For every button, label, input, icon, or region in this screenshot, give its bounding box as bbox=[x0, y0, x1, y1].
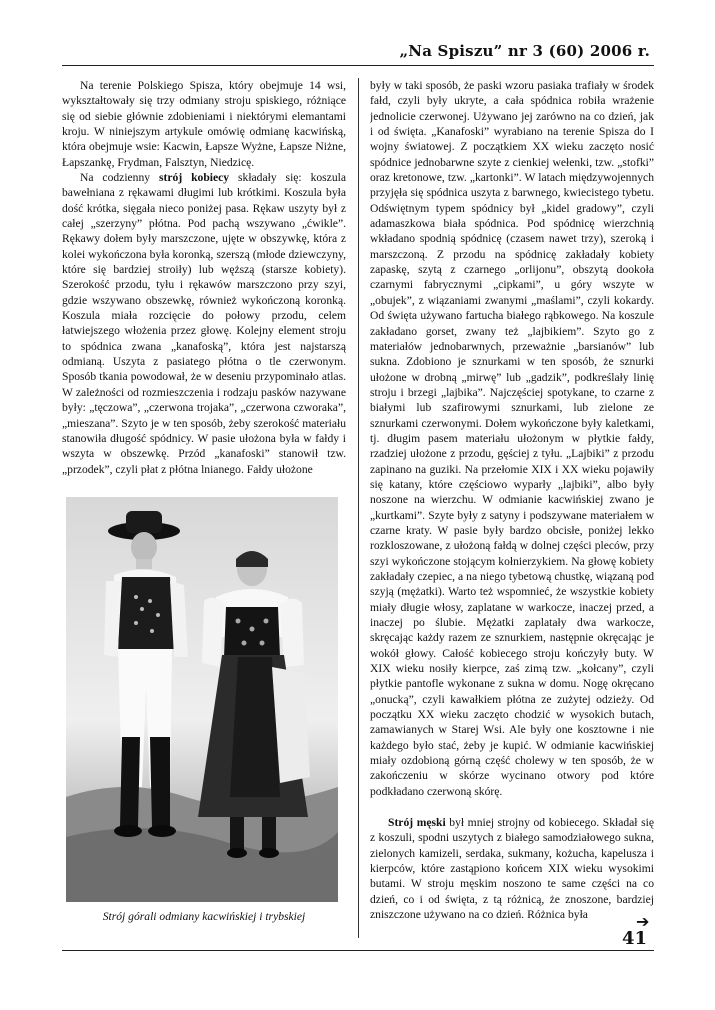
womens-costume-heading: strój kobiecy bbox=[159, 171, 230, 184]
paragraph-text: składały się: koszula bawełniana z rękawami długimi lub krótkimi. Koszula była dość krótka, sięgała nieco poniżej pasa. Rękaw uszyty był z całej „szerzyny” płótna. Pod pachą wszywano „ćwikle”. Rękawy dołem były marszczone, ujęte w obszywkę, która z kolei wykończona była koronką, szerszą (młode dziewczyny, które się bardziej stroiły) lub węższą (starsze kobiety). Szerokość przodu, tyłu i rękawów marszczono przy szyi, gdzie wszywano obszewkę, również wykończoną koronką. Koszula miała rozcięcie do połowy przodu, celem łatwiejszego włożenia przez głowę. Kolejny element stroju to spódnica zwana „kanafoską”, która jest najstarszą odmianą. Uszyta z pasiatego płótna o tle czerwonym. Sposób tkania powodował, że w deseniu przypominało atlas. W zależności od rozmieszczenia i rodzaju pasków nazywane były: „tęczowa”, „czerwona trojaka”, „czerwona czworaka”, „mieszana”. Szyto je w ten sposób, żeby szerokość materiału stanowiła długość spódnicy. W pasie ułożona była w fałdy i wszyta w obszewkę. Przód „kanafoski” stanowił tzw. „przodek”, czyli płat z płótna lnianego. Fałdy ułożone bbox=[62, 171, 346, 476]
journal-title: „Na Spiszu” nr 3 (60) 2006 r. bbox=[399, 42, 650, 60]
costume-illustration bbox=[66, 497, 338, 902]
costume-painting bbox=[66, 497, 338, 902]
paragraph-text: był mniej strojny od kobiecego. Składał się z koszuli, spodni uszytych z białego samodziałowego sukna, zielonych kamizeli, serdaka, sukmany, kożucha, kapelusza i kierpców, które zastąpiono końcem XIX wieku wysokimi butami. W stroju męskim noszono te same części na co dzień, co i od święta, z tą różnicą, że znoszone, bardziej zniszczone używano na co dzień. Różnica była bbox=[370, 816, 654, 922]
footer-rule bbox=[62, 950, 654, 951]
womens-costume-continued: były w taki sposób, że paski wzoru pasiaka trafiały w środek fałd, czyli były ukryte, a cała spódnica robiła wrażenie jednolicie czerwonej. Używano jej zarówno na co dzień, jak i od święta. „Kanafoski” wyrabiano na terenie Spisza do I wojny światowej. Z początkiem XX wieku zaczęto nosić spódnice jednobarwne szyte z cienkiej wełenki, tzw. „stofki” oraz kretonowe, tzw. „kartonki”. W latach międzywojennych przyjęła się spódnica uszyta z barwnego, kwiecistego tybetu. Odświętnym typem spódnicy był „kidel gradowy”, czyli adamaszkowa biała spódnica. Pod spódnicę wierzchnią wkładano spodnią spódnicę (czasem nawet trzy), szeroką i marszczoną. Z przodu na spódnicę zakładały kobiety zapaskę, szytą z czarnego „orlijonu”, obszytą dookoła czarnymi fabrycznymi „cipkami”, u góry wszyte w „obujek”, z wiązaniami zwanymi „maślami”, czyli kokardy. Od święta używano fartucha białego rąbkowego. Na koszule zakładano gorset, zwany też „lajbikiem”. Szyto go z materiałów jednobarwnych, przeważnie „barsianów” lub sukna. Zdobiono je sznurkami w ten sposób, że sznurki ułożone w drobną „mirwę” lub „gadzik”, podkreślały linię stroju i brzegi „lajbika”. Najczęściej spotykane, to czarne z białymi lub szafirowymi sznurkami, lub zielone ze sznurkami czerwonymi. Dołem wykończone były kaletkami, tj. długim pasem materiału ułożonym w płytkie fałdy, rzadziej ułożone z przodu, gęściej z tyłu. „Lajbiki” z przodu zapinano na guziki. Na przełomie XIX i XX wieku pojawiły się katany, które częściowo wyparły „lajbiki”, albo były noszone na wierzchu. W odmianie kacwińskiej zwano je „kurtkami”. Szyte były z satyny i podszywane materiałem w czarne kraty. W pasie były bardzo obcisłe, poniżej lekko rozkloszowane, z ułożoną fałdą w dolnej części pleców, przy szyi wykończone stojącym kołnierzykiem. Na głowę kobiety zakładały czepiec, a na niego tybetową chustkę, wiązaną pod szyją (mężatki). Warto też wspomnieć, że wszystkie kobiety miały długie włosy, zaplatane w warkocze, inaczej przed, a inaczej po ślubie. Mężatki zaplatały dwa warkocze, skręcając każdy razem ze sznurkiem, następnie okręcając je wokół głowy. Całość kobiecego stroju kończyły buty. W XIX wieku nosiły kierpce, zaś zimą tzw. „kołcany”, czyli płytkie pantofle wykonane z sukna w domu. Nogę okręcano „onucką”, czyli kawałkiem płótna ze zużytej odzieży. Od początku XX wieku zaczęto chodzić w wysokich butach, zamawianych w Starej Wsi. Ale były one kosztowne i nie każdego było stać, żeby je kupić. W odmianie kacwińskiej miały ozdobioną górną część cholewy w ten sposób, że w zakończeniu w skórze wycinano otwory pod które podkładano czerwoną skórę. bbox=[370, 79, 654, 798]
figure-caption: Strój górali odmiany kacwińskiej i trybskiej bbox=[102, 910, 306, 923]
paragraph-lead: Na codzienny bbox=[80, 171, 159, 184]
page-number: 41 bbox=[622, 928, 648, 949]
column-divider bbox=[358, 78, 359, 938]
left-column bbox=[62, 78, 346, 508]
mens-costume-paragraph bbox=[370, 815, 654, 983]
continue-arrow-icon: ➔ bbox=[636, 912, 650, 931]
page-header bbox=[62, 40, 654, 66]
right-column bbox=[370, 78, 654, 983]
mens-costume-heading: Strój męski bbox=[388, 816, 446, 829]
womens-costume-paragraph bbox=[62, 170, 346, 508]
intro-paragraph: Na terenie Polskiego Spisza, który obejmuje 14 wsi, wykształtowały się trzy odmiany stroju spiskiego, różniące się od siebie głównie zdobieniami i niektórymi elemantami kroju. W niniejszym artykule omówię odmianę kacwińską, która obejmuje wsie: Kacwin, Łapsze Wyżne, Łapsze Niżne, Łapszankę, Frydman, Falsztyn, Niedzicę. bbox=[62, 79, 346, 169]
